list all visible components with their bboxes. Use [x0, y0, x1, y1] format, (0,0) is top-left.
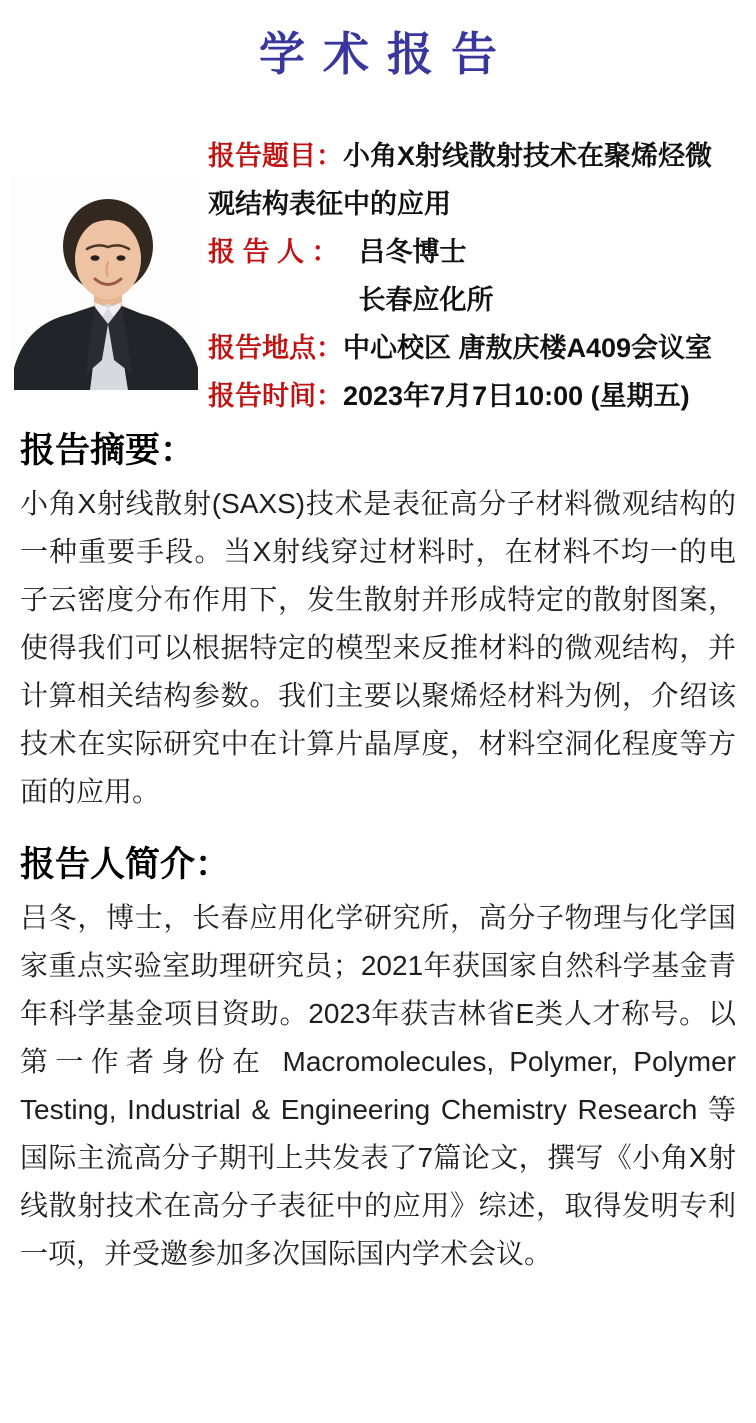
time-label: 报告时间：	[208, 381, 343, 411]
time-row	[208, 372, 730, 420]
speaker-name: 吕冬博士	[358, 237, 467, 267]
location-value: 中心校区 唐敖庆楼A409会议室	[343, 333, 713, 363]
seminar-poster	[0, 24, 756, 1423]
location-row	[208, 324, 730, 372]
speaker-portrait-illustration	[10, 174, 202, 390]
abstract-section	[0, 428, 756, 816]
report-title-row	[208, 132, 730, 228]
bio-body: 吕冬，博士，长春应用化学研究所，高分子物理与化学国家重点实验室助理研究员；2021年获国家自然科学基金青年科学基金项目资助。2023年获吉林省E类人才称号。以第一作者身份在 Macromolecules, Polymer, Polymer Testing, Industrial & Engineering Chemistry Research 等国际主流高分子期刊上共发表了7篇论文，撰写《小角X射线散射技术在高分子表征中的应用》综述，取得发明专利一项，并受邀参加多次国际国内学术会议。	[20, 902, 736, 1269]
seminar-info	[208, 132, 756, 420]
abstract-body: 小角X射线散射(SAXS)技术是表征高分子材料微观结构的一种重要手段。当X射线穿过材料时，在材料不均一的电子云密度分布作用下，发生散射并形成特定的散射图案，使得我们可以根据特定的模型来反推材料的微观结构，并计算相关结构参数。我们主要以聚烯烃材料为例，介绍该技术在实际研究中在计算片晶厚度，材料空洞化程度等方面的应用。	[20, 488, 736, 807]
speaker-affiliation: 长春应化所	[358, 285, 494, 315]
page-title: 学术报告	[259, 27, 515, 81]
speaker-label: 报 告 人 ：	[208, 237, 339, 267]
speaker-values	[339, 228, 494, 324]
speaker-photo	[10, 174, 202, 390]
time-value: 2023年7月7日10:00 (星期五)	[343, 381, 690, 411]
location-label: 报告地点：	[208, 333, 343, 363]
report-title-value: 小角X射线散射技术在聚烯烃微观结构表征中的应用	[208, 141, 713, 219]
bio-heading: 报告人简介：	[20, 845, 231, 884]
header-row	[0, 132, 756, 420]
report-title-label: 报告题目：	[208, 141, 343, 171]
speaker-row	[208, 228, 730, 324]
bio-section	[0, 842, 756, 1278]
abstract-heading: 报告摘要：	[20, 431, 196, 470]
